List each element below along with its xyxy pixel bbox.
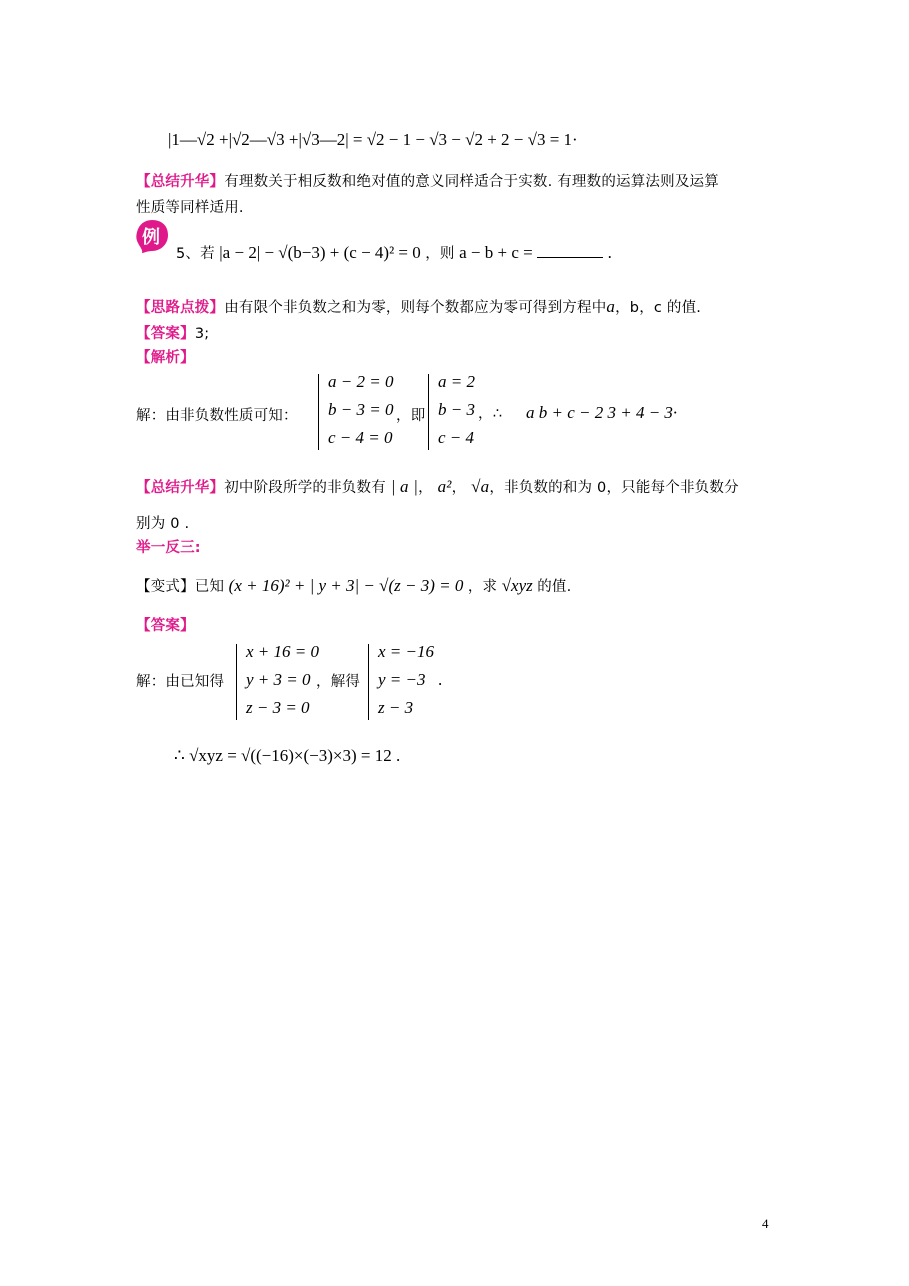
hint-paragraph bbox=[136, 296, 701, 317]
summary-paragraph-2: 【总结升华】初中阶段所学的非负数有 | a |， a²， √a，非负数的和为 0，只能每个非负数分 bbox=[136, 477, 739, 496]
analysis-tag: 【解析】 bbox=[136, 350, 195, 366]
example-question: a − b + c = bbox=[459, 243, 533, 262]
answer2-tag: 【答案】 bbox=[136, 618, 195, 634]
summary-paragraph-1 bbox=[136, 170, 719, 191]
sqrt-a: √a bbox=[471, 477, 490, 496]
solution2-prefix: 解：由已知得 bbox=[136, 674, 225, 690]
system-row: x + 16 = 0 bbox=[246, 642, 319, 661]
variant-line bbox=[136, 575, 571, 596]
example-badge bbox=[134, 218, 170, 254]
variant-equation: (x + 16)² + | y + 3| − √(z − 3) = 0 bbox=[228, 576, 464, 595]
summary-text-line2: 性质等同样适用. bbox=[136, 200, 244, 216]
system-row: c − 4 bbox=[438, 428, 475, 447]
summary-text-line1: 有理数关于相反数和绝对值的意义同样适合于实数. 有理数的运算法则及运算 bbox=[224, 174, 719, 190]
hint-tag: 【思路点拨】 bbox=[136, 300, 225, 316]
solution2-system-2 bbox=[368, 642, 458, 722]
solution1-prefix: 解：由非负数性质可知： bbox=[136, 408, 298, 424]
variant-label: 【变式】已知 bbox=[136, 579, 225, 595]
system-row: z − 3 bbox=[378, 698, 414, 717]
abs-a: | a | bbox=[390, 477, 419, 496]
example-comma: ，则 bbox=[425, 246, 455, 262]
page-number: 4 bbox=[762, 1216, 769, 1231]
final-result: ∴ √xyz = √((−16)×(−3)×3) = 12 . bbox=[174, 746, 401, 765]
brace bbox=[428, 374, 435, 450]
brace bbox=[368, 644, 375, 720]
system-row: a − 2 = 0 bbox=[328, 372, 394, 391]
solution1-mid: ，即 bbox=[396, 408, 426, 424]
answer-value: 3; bbox=[194, 326, 210, 342]
draw-inferences-title: 举一反三: bbox=[136, 540, 201, 556]
system-row: c − 4 = 0 bbox=[328, 428, 393, 447]
system-row: b − 3 bbox=[438, 400, 475, 419]
example-equation: |a − 2| − √(b−3) + (c − 4)² = 0 bbox=[219, 243, 421, 262]
summary2-text-c: 别为 0 . bbox=[136, 516, 190, 532]
system-row: y + 3 = 0 bbox=[246, 670, 311, 689]
summary2-text: 初中阶段所学的非负数有 bbox=[224, 480, 386, 496]
system-row: x = −16 bbox=[378, 642, 434, 661]
variant-ask: ，求 bbox=[467, 579, 498, 595]
solution2-end: . bbox=[438, 670, 443, 689]
summary2-text-b: ，非负数的和为 0，只能每个非负数分 bbox=[489, 480, 739, 496]
solution1-result: a b + c − 2 3 + 4 − 3· bbox=[526, 403, 678, 422]
solution2-mid: ，解得 bbox=[316, 674, 361, 690]
solution1-therefore: ，∴ bbox=[478, 406, 503, 422]
equation-line-1: |1—√2 +|√2—√3 +|√3—2| = √2 − 1 − √3 − √2 + 2 − √3 = 1· bbox=[168, 130, 578, 149]
hint-var-a: a bbox=[606, 297, 616, 316]
system-row: a = 2 bbox=[438, 372, 475, 391]
brace bbox=[236, 644, 243, 720]
hint-text-end: ，b，c 的值. bbox=[615, 300, 702, 316]
system-row: b − 3 = 0 bbox=[328, 400, 394, 419]
hint-text: 由有限个非负数之和为零，则每个数都应为零可得到方程中 bbox=[224, 300, 607, 316]
square-a: a² bbox=[437, 477, 452, 496]
example-line bbox=[176, 242, 612, 263]
summary2-tag: 【总结升华】 bbox=[136, 480, 225, 496]
example-badge-label: 例 bbox=[142, 227, 160, 248]
solution1-system-1 bbox=[318, 372, 408, 452]
variant-end: 的值. bbox=[537, 579, 572, 595]
example-period: . bbox=[607, 243, 612, 262]
brace bbox=[318, 374, 325, 450]
answer-line bbox=[136, 322, 209, 343]
answer-tag: 【答案】 bbox=[136, 326, 195, 342]
summary-tag: 【总结升华】 bbox=[136, 174, 225, 190]
answer-blank bbox=[537, 243, 603, 258]
system-row: y = −3 bbox=[378, 670, 426, 689]
variant-sqrt: √xyz bbox=[501, 576, 533, 595]
example-number: 5、若 bbox=[176, 246, 215, 262]
system-row: z − 3 = 0 bbox=[246, 698, 310, 717]
